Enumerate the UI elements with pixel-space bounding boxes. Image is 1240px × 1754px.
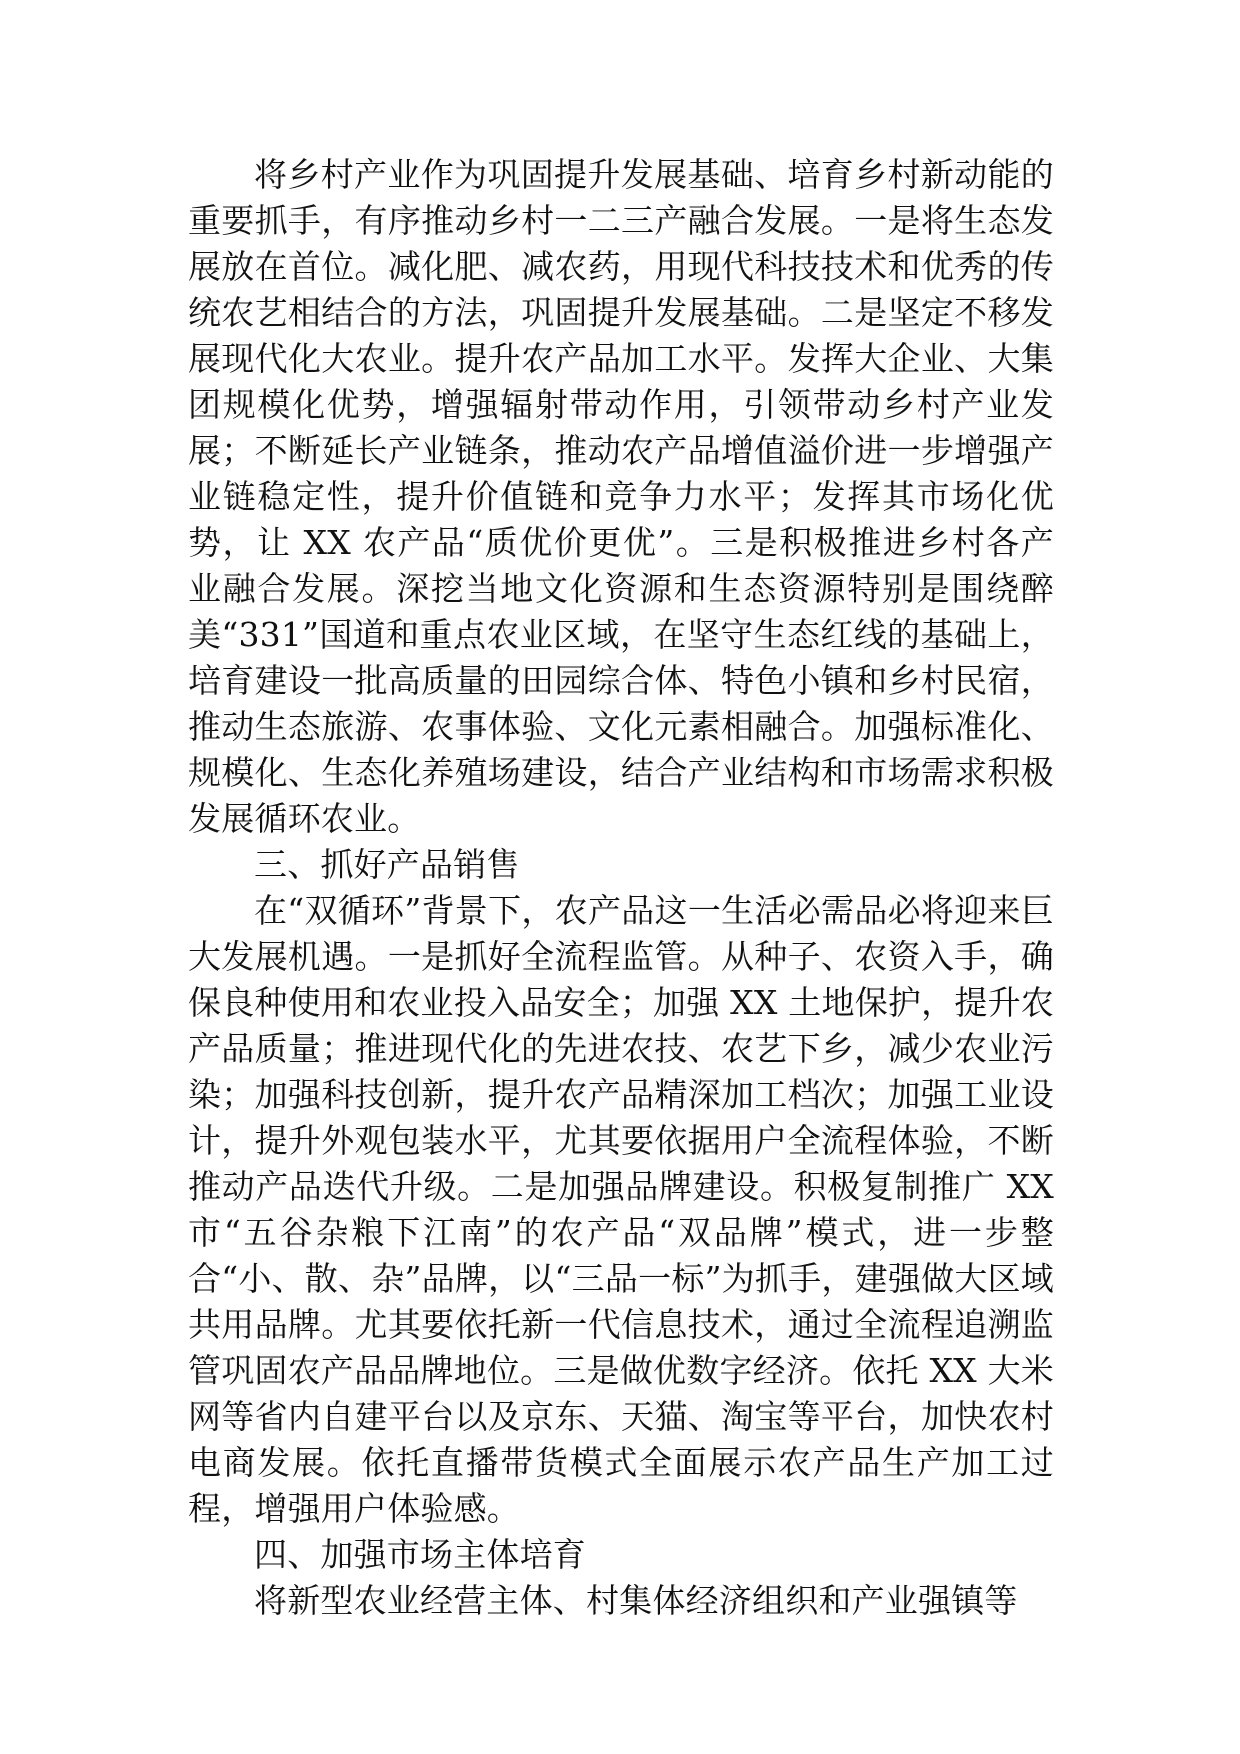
paragraph-market-entities: 将新型农业经营主体、村集体经济组织和产业强镇等 [254,1581,1018,1620]
document-page [188,152,1054,1624]
paragraph-rural-industry: 将乡村产业作为巩固提升发展基础、培育乡村新动能的重要抓手，有序推动乡村一二三产融合发展。一是将生态发展放在首位。减化肥、减农药，用现代科技技术和优秀的传统农艺相结合的方法，巩固提升发展基础。二是坚定不移发展现代化大农业。提升农产品加工水平。发挥大企业、大集团规模化优势，增强辐射带动作用，引领带动乡村产业发展；不断延长产业链条，推动农产品增值溢价进一步增强产业链稳定性，提升价值链和竞争力水平；发挥其市场化优势，让 XX 农产品“质优价更优”。三是积极推进乡村各产业融合发展。深挖当地文化资源和生态资源特别是围绕醉美“331”国道和重点农业区域，在坚守生态红线的基础上，培育建设一批高质量的田园综合体、特色小镇和乡村民宿，推动生态旅游、农事体验、文化元素相融合。加强标准化、规模化、生态化养殖场建设，结合产业结构和市场需求积极发展循环农业。 [188,155,1054,838]
section-heading-market-entities: 四、加强市场主体培育 [254,1535,586,1574]
section-heading-product-sales: 三、抓好产品销售 [254,845,520,884]
paragraph-product-sales: 在“双循环”背景下，农产品这一生活必需品必将迎来巨大发展机遇。一是抓好全流程监管。从种子、农资入手，确保良种使用和农业投入品安全；加强 XX 土地保护，提升农产品质量；推进现代化的先进农技、农艺下乡，减少农业污染；加强科技创新，提升农产品精深加工档次；加强工业设计，提升外观包装水平，尤其要依据用户全流程体验，不断推动产品迭代升级。二是加强品牌建设。积极复制推广 XX 市“五谷杂粮下江南”的农产品“双品牌”模式，进一步整合“小、散、杂”品牌，以“三品一标”为抓手，建强做大区域共用品牌。尤其要依托新一代信息技术，通过全流程追溯监管巩固农产品品牌地位。三是做优数字经济。依托 XX 大米网等省内自建平台以及京东、天猫、淘宝等平台，加快农村电商发展。依托直播带货模式全面展示农产品生产加工过程，增强用户体验感。 [188,891,1054,1528]
